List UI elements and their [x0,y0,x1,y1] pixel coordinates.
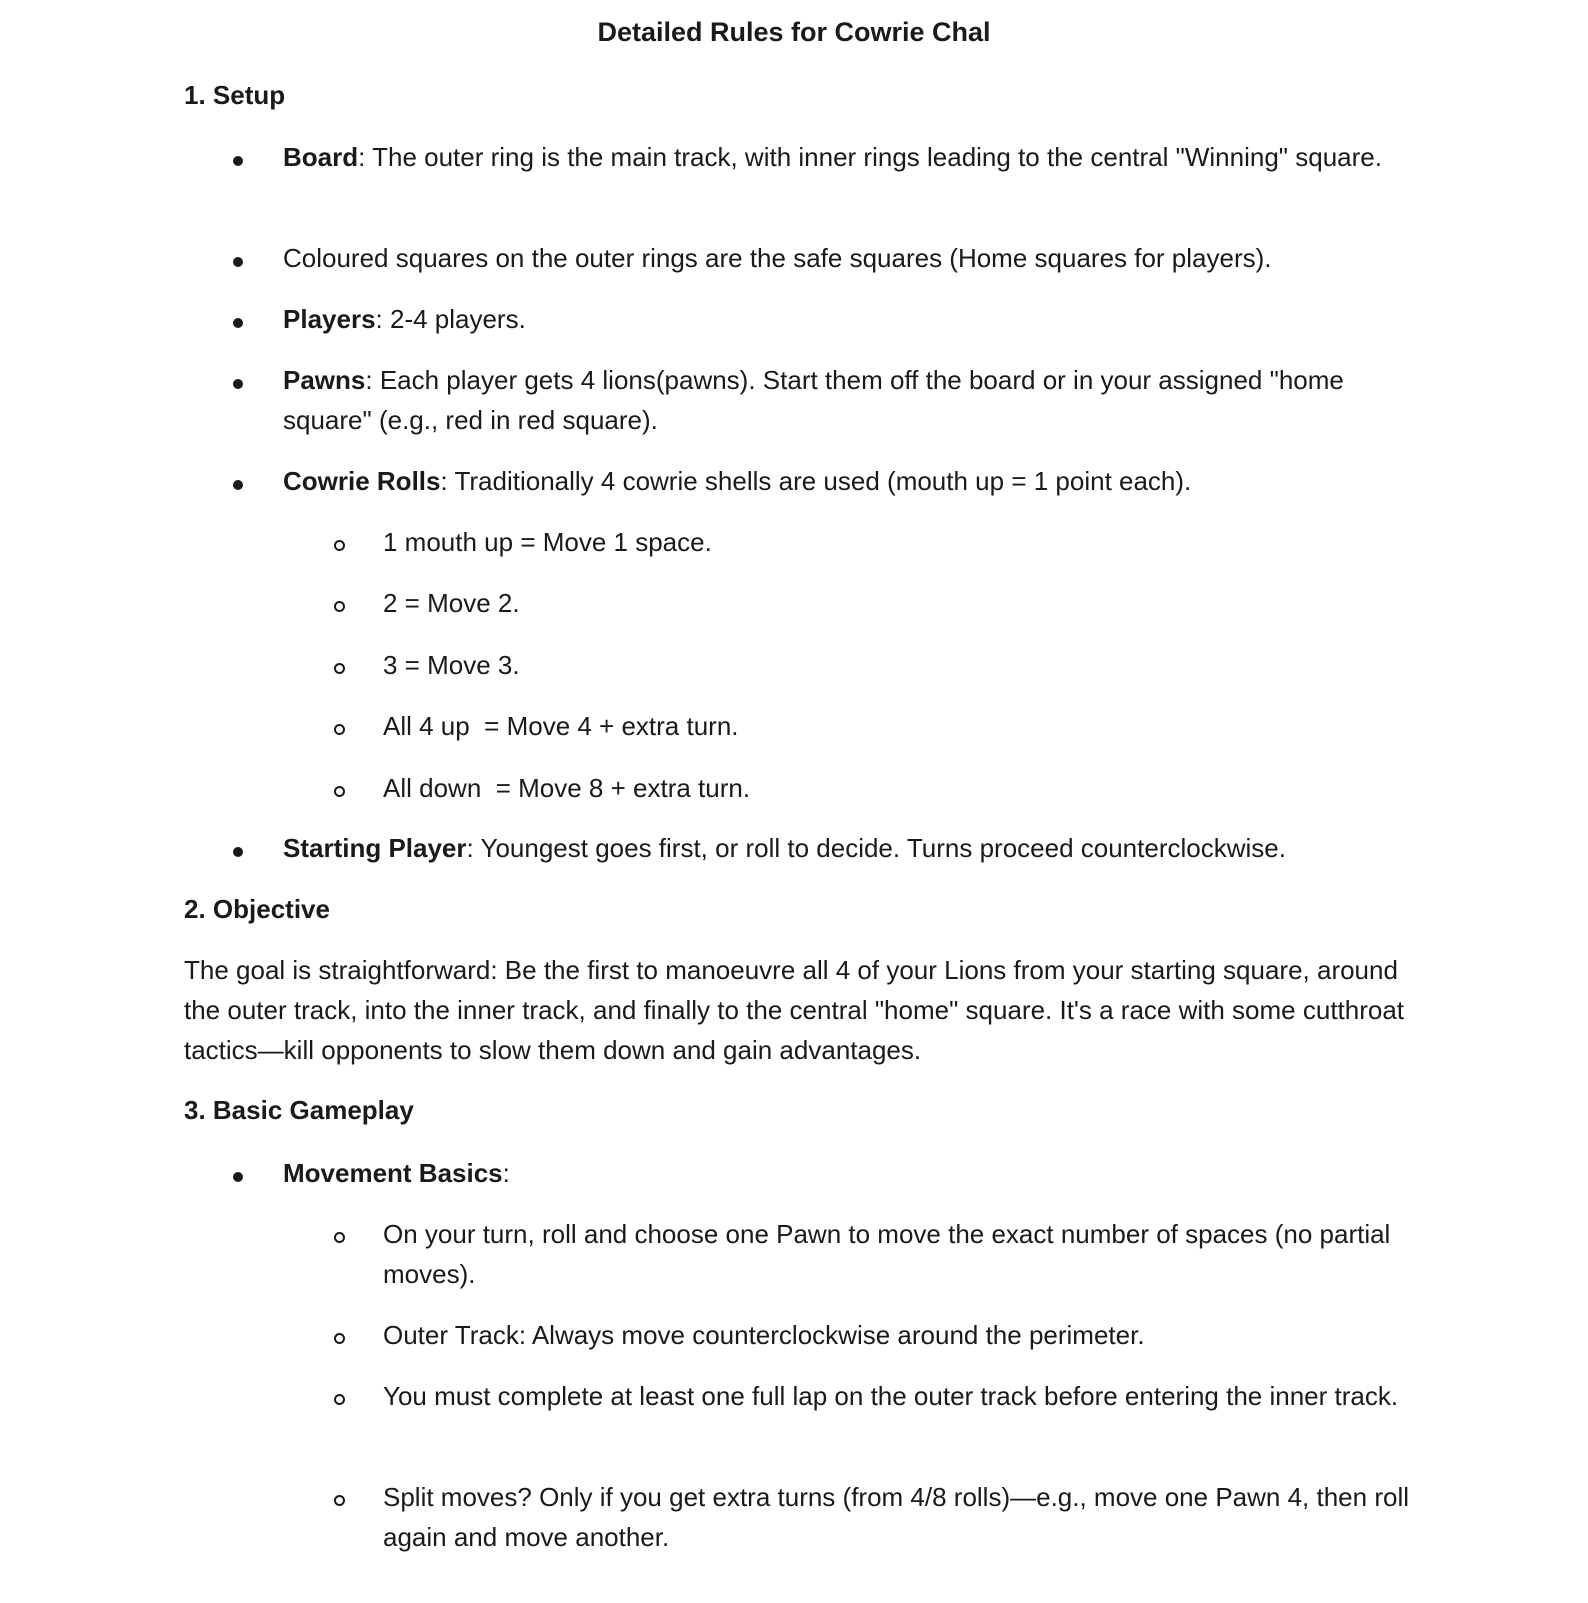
sub-list-item-roll: All 4 up = Move 4 + extra turn. [383,711,739,741]
item-text: : [502,1158,510,1188]
item-text: : Youngest goes first, or roll to decide. Turns proceed counterclockwise. [466,833,1286,863]
item-label: Pawns [283,365,366,395]
list-item-players [283,299,1423,339]
list-item-coloured-squares: Coloured squares on the outer rings are the safe squares (Home squares for players). [283,243,1272,273]
section-heading-objective: 2. Objective [184,894,330,924]
sub-bullet-icon [334,522,345,562]
item-label: Players [283,304,376,334]
sub-list-item-roll: 1 mouth up = Move 1 space. [383,527,712,557]
sub-list-item-movement: Split moves? Only if you get extra turns (from 4/8 rolls)—e.g., move one Pawn 4, then roll again and move another. [383,1482,1409,1552]
bullet-icon [233,299,243,339]
sub-bullet-icon [334,645,345,685]
sub-list-item-roll: 2 = Move 2. [383,588,520,618]
sub-bullet-icon [334,1376,345,1416]
page-title: Detailed Rules for Cowrie Chal [597,17,991,47]
sub-list-item-movement: Outer Track: Always move counterclockwise around the perimeter. [383,1320,1145,1350]
item-text: : Traditionally 4 cowrie shells are used (mouth up = 1 point each). [440,466,1192,496]
item-label: Movement Basics [283,1158,503,1188]
item-text: : The outer ring is the main track, with inner rings leading to the central "Winning" square. [358,142,1382,172]
item-label: Starting Player [283,833,467,863]
item-text: : Each player gets 4 lions(pawns). Start them off the board or in your assigned "home square" (e.g., red in red square). [283,365,1344,435]
objective-paragraph: The goal is straightforward: Be the first to manoeuvre all 4 of your Lions from your starting square, around the outer track, into the inner track, and finally to the central "home" square. It's a race with some cutthroat tactics—kill opponents to slow them down and gain advantages. [184,955,1405,1065]
list-item-pawns [283,360,1423,440]
sub-bullet-icon [334,1214,345,1254]
sub-list-item-movement: You must complete at least one full lap on the outer track before entering the inner track. [383,1381,1399,1411]
section-heading-gameplay: 3. Basic Gameplay [184,1095,414,1125]
sub-bullet-icon [334,768,345,808]
bullet-icon [233,238,243,278]
list-item-starting-player [283,828,1423,868]
sub-list-item-roll: 3 = Move 3. [383,650,520,680]
sub-bullet-icon [334,1477,345,1517]
bullet-icon [233,1153,243,1193]
bullet-icon [233,828,243,868]
item-label: Board [283,142,359,172]
sub-list-item-movement: On your turn, roll and choose one Pawn to move the exact number of spaces (no partial moves). [383,1219,1391,1289]
sub-bullet-icon [334,583,345,623]
bullet-icon [233,461,243,501]
bullet-icon [233,360,243,400]
list-item-movement-basics [283,1153,1423,1193]
section-heading-setup: 1. Setup [184,80,286,110]
list-item-board [283,137,1423,177]
sub-bullet-icon [334,1315,345,1355]
sub-bullet-icon [334,706,345,746]
item-label: Cowrie Rolls [283,466,441,496]
sub-list-item-roll: All down = Move 8 + extra turn. [383,773,751,803]
bullet-icon [233,137,243,177]
list-item-cowrie-rolls [283,461,1423,501]
item-text: : 2-4 players. [375,304,526,334]
